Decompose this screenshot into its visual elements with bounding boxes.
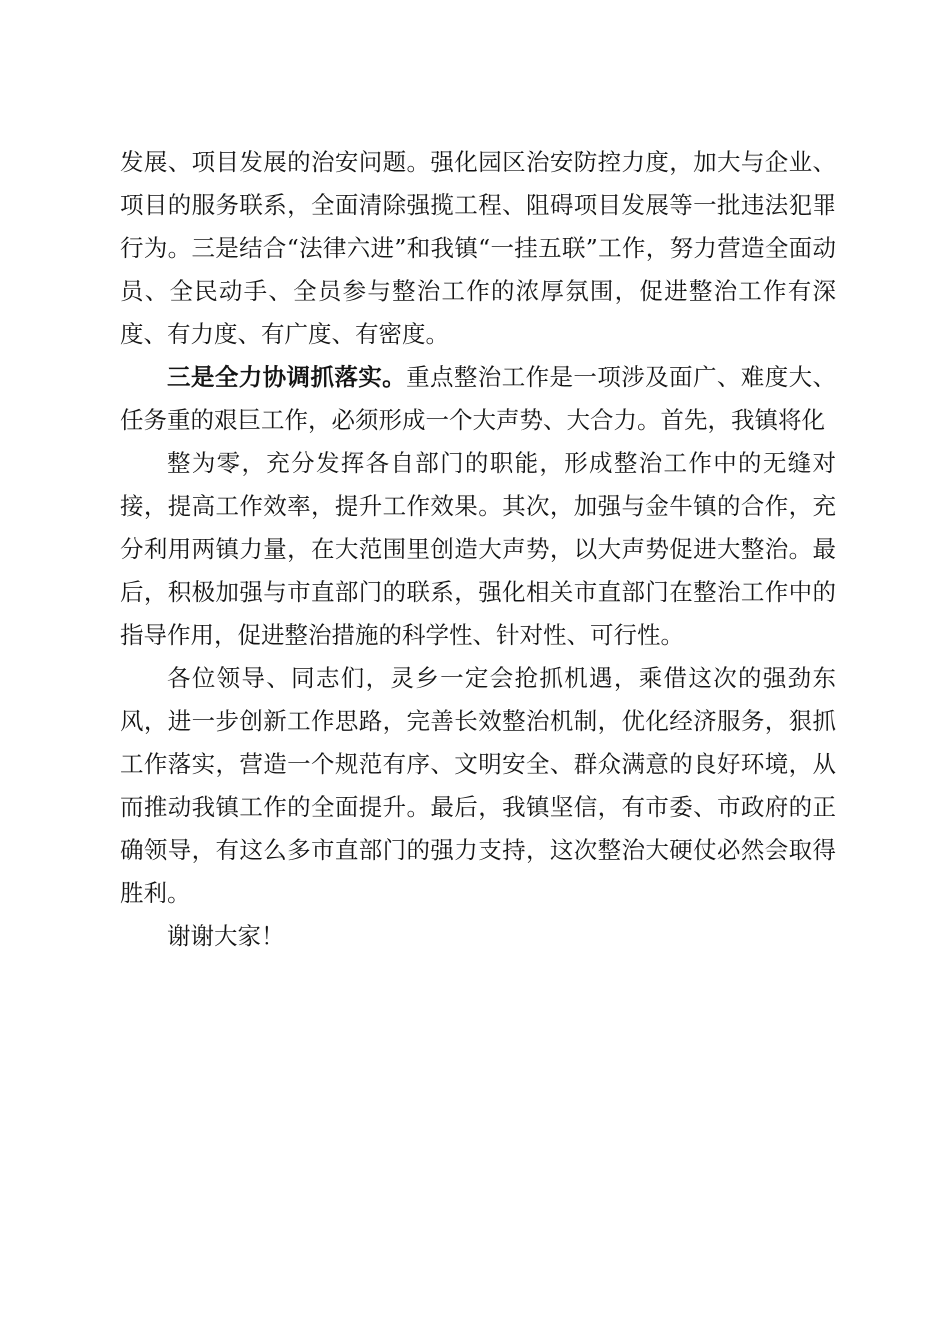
paragraph-closing-remarks: 各位领导、同志们，灵乡一定会抢抓机遇，乘借这次的强劲东风，进一步创新工作思路，完善长效整治机制，优化经济服务，狠抓工作落实，营造一个规范有序、文明安全、群众满意的良好环境，从而推动我镇工作的全面提升。最后，我镇坚信，有市委、市政府的正确领导，有这么多市直部门的强力支持，这次整治大硬仗必然会取得胜利。 — [120, 664, 836, 907]
paragraph-coordination-text: 重点整治工作是一项涉及面广、难度大、任务重的艰巨工作，必须形成一个大声势、大合力。首先，我镇将化 — [120, 363, 837, 434]
paragraph-bold-heading: 三是全力协调抓落实。 — [167, 363, 407, 391]
paragraph-coordination — [120, 356, 836, 442]
document-body — [120, 141, 836, 958]
paragraph-thanks: 谢谢大家！ — [167, 922, 285, 950]
paragraph-continued-public-security: 发展、项目发展的治安问题。强化园区治安防控力度，加大与企业、项目的服务联系，全面清除强揽工程、阻碍项目发展等一批违法犯罪行为。三是结合“法律六进”和我镇“一挂五联”工作，努力营造全面动员、全民动手、全员参与整治工作的浓厚氛围，促进整治工作有深度、有力度、有广度、有密度。 — [120, 148, 836, 348]
paragraph-zero-split: 整为零，充分发挥各自部门的职能，形成整治工作中的无缝对接，提高工作效率，提升工作效果。其次，加强与金牛镇的合作，充分利用两镇力量，在大范围里创造大声势，以大声势促进大整治。最后，积极加强与市直部门的联系，强化相关市直部门在整治工作中的指导作用，促进整治措施的科学性、针对性、可行性。 — [120, 449, 836, 649]
